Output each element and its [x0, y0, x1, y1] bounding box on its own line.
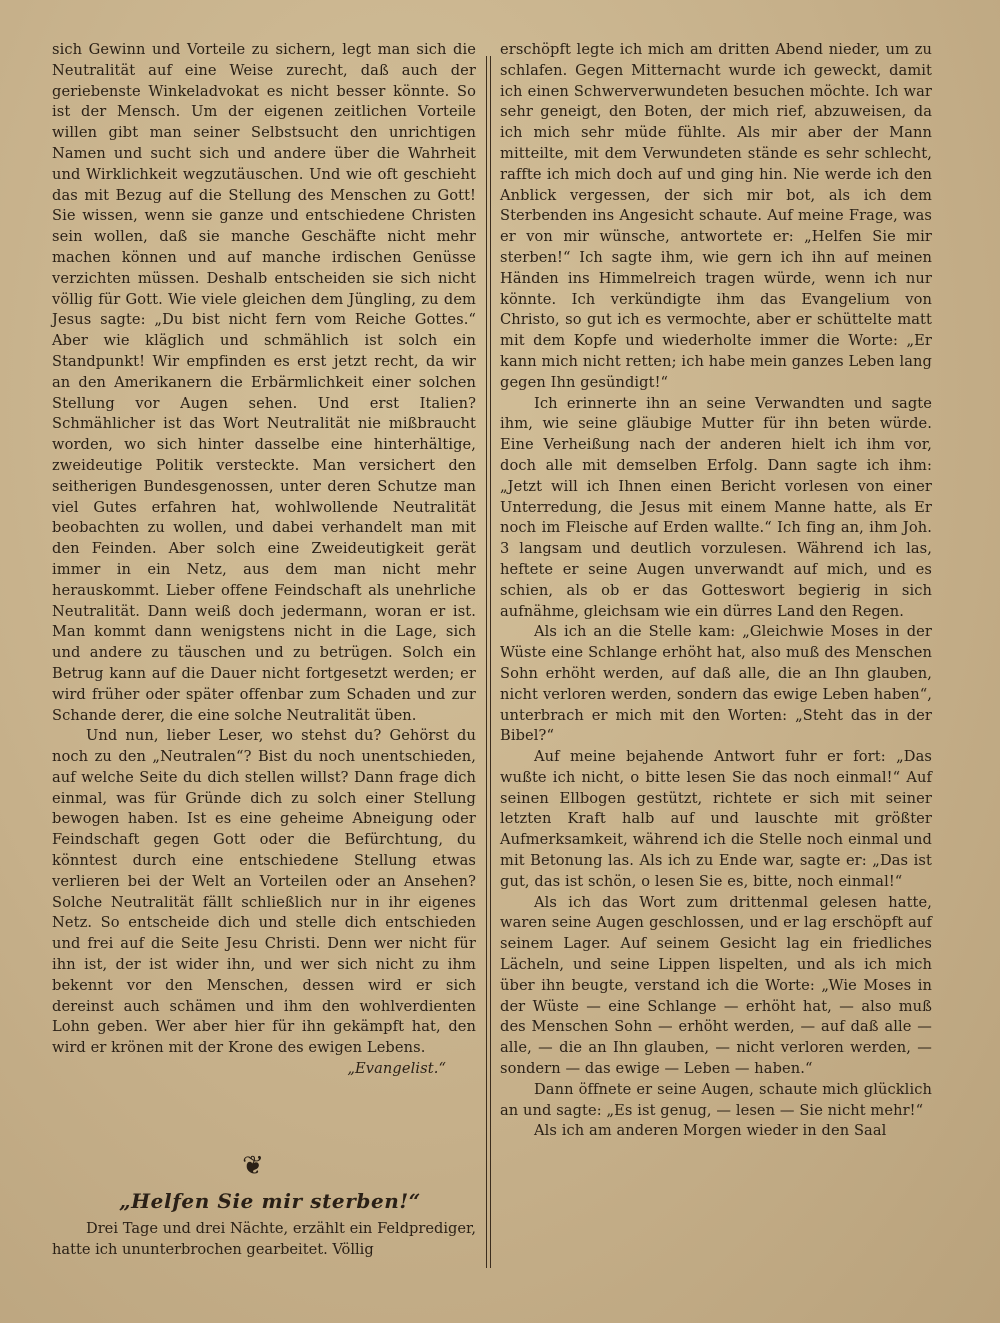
right-paragraph-5: Als ich das Wort zum drittenmal gelesen hatte, waren seine Augen geschlossen, und er lag erschöpft auf seinem Lager. Auf seinem Gesicht lag ein friedliches Lächeln, und seine Lippen lispelten, und als ich mich über ihn beugte, verstand ich die Worte: „Wie Moses in der Wüste — eine Schlange — erhöht hat, — also muß des Menschen Sohn — erhöht werden, — auf daß alle — alle, — die an Ihn glauben, — nicht verloren werden, — sondern — das ewige — Leben — haben.“ [500, 893, 932, 1078]
column-divider [486, 56, 491, 1268]
right-paragraph-4: Auf meine bejahende Antwort fuhr er fort: „Das wußte ich nicht, o bitte lesen Sie das noch einmal!“ Auf seinen Ellbogen gestützt, richtete er sich mit seiner letzten Kraft halb auf und lauschte mit größter Aufmerksamkeit, während ich die Stelle noch einmal und mit Betonung las. Als ich zu Ende war, sagte er: „Das ist gut, das ist schön, o lesen Sie es, bitte, noch einmal!“ [500, 748, 932, 890]
right-paragraph-1: erschöpft legte ich mich am dritten Abend nieder, um zu schlafen. Gegen Mitternacht wurde ich geweckt, damit ich einen Schwerverwundeten besuchen möchte. Ich war sehr geneigt, den Boten, der mich rief, abzuweisen, da ich mich sehr müde fühlte. Als mir aber der Mann mitteilte, mit dem Verwundeten stände es sehr schlecht, raffte ich mich doch auf und ging hin. Nie werde ich den Anblick vergessen, der sich mir bot, als ich dem Sterbenden ins Angesicht schaute. Auf meine Frage, was er von mir wünsche, antwortete er: „Helfen Sie mir sterben!“ Ich sagte ihm, wie gern ich ihn auf meinen Händen ins Himmelreich tragen würde, wenn ich nur könnte. Ich verkündigte ihm das Evangelium von Christo, so gut ich es vermochte, aber er schüttelte matt mit dem Kopfe und wiederholte immer die Worte: „Er kann mich nicht retten; ich habe mein ganzes Leben lang gegen Ihn gesündigt!“ [500, 41, 932, 391]
article-intro: Drei Tage und drei Nächte, erzählt ein Feldprediger, hatte ich ununterbrochen gearbeitet. Völlig [52, 1220, 476, 1258]
ornament-icon: ❦ [242, 1151, 264, 1181]
article-title: „Helfen Sie mir sterben!“ [119, 1189, 421, 1213]
article-intro-block [52, 1219, 476, 1261]
left-column [52, 40, 476, 1080]
signature: „Evangelist.“ [347, 1060, 446, 1078]
right-paragraph-2: Ich erinnerte ihn an seine Verwandten und sagte ihm, wie seine gläubige Mutter für ihn beten würde. Eine Verheißung nach der anderen hielt ich ihm vor, doch alle mit demselben Erfolg. Dann sagte ich ihm: „Jetzt will ich Ihnen einen Bericht vorlesen von einer Unterredung, die Jesus mit einem Manne hatte, als Er noch im Fleische auf Erden wallte.“ Ich fing an, ihm Joh. 3 langsam und deutlich vorzulesen. Während ich las, heftete er seine Augen unverwandt auf mich, und es schien, als ob er das Gotteswort begierig in sich aufnähme, gleichsam wie ein dürres Land den Regen. [500, 394, 932, 620]
left-paragraph-2: Und nun, lieber Leser, wo stehst du? Gehörst du noch zu den „Neutralen“? Bist du noch unentschieden, auf welche Seite du dich stellen willst? Dann frage dich einmal, was für Gründe dich zu solch einer Stellung bewogen haben. Ist es eine geheime Abneigung oder Feindschaft gegen Gott oder die Befürchtung, du könntest durch eine entschiedene Stellung etwas verlieren bei der Welt an Vorteilen oder an Ansehen? Solche Neutralität fällt schließlich nur in ihr eigenes Netz. So entscheide dich und stelle dich entschieden und frei auf die Seite Jesu Christi. Denn wer nicht für ihn ist, der ist wider ihn, und wer sich nicht zu ihm bekennt vor den Menschen, dessen wird er sich dereinst auch schämen und ihm den wohlverdienten Lohn geben. Wer aber hier für ihn gekämpft hat, den wird er krönen mit der Krone des ewigen Lebens. [52, 727, 476, 1057]
right-paragraph-3: Als ich an die Stelle kam: „Gleichwie Moses in der Wüste eine Schlange erhöht hat, also muß des Menschen Sohn erhöht werden, auf daß alle, die an Ihn glauben, nicht verloren werden, sondern das ewige Leben haben“, unterbrach er mich mit den Worten: „Steht das in der Bibel?“ [500, 623, 932, 745]
right-paragraph-6: Dann öffnete er seine Augen, schaute mich glücklich an und sagte: „Es ist genug, — lesen — Sie nicht mehr!“ [500, 1080, 932, 1119]
left-paragraph-1: sich Gewinn und Vorteile zu sichern, legt man sich die Neutralität auf eine Weise zurecht, daß auch der geriebenste Winkeladvokat es nicht besser könnte. So ist der Mensch. Um der eigenen zeitlichen Vorteile willen gibt man seiner Selbstsucht den unrichtigen Namen und sucht sich und andere über die Wahrheit und Wirklichkeit wegzutäuschen. Und wie oft geschieht das mit Bezug auf die Stellung des Menschen zu Gott! Sie wissen, wenn sie ganze und entschiedene Christen sein wollen, daß sie manche Geschäfte nicht mehr machen können und auf manche irdischen Genüsse verzichten müssen. Deshalb entscheiden sie sich nicht völlig für Gott. Wie viele gleichen dem Jüngling, zu dem Jesus sagte: „Du bist nicht fern vom Reiche Gottes.“ Aber wie kläglich und schmählich ist solch ein Standpunkt! Wir empfinden es erst jetzt recht, da wir an den Amerikanern die Erbärmlichkeit einer solchen Stellung vor Augen sehen. Und erst Italien? Schmählicher ist das Wort Neutralität nie mißbraucht worden, wo sich hinter dasselbe eine hinterhältige, zweideutige Politik versteckte. Man versichert den seitherigen Bundesgenossen, unter deren Schutze man viel Gutes erfahren hat, wohlwollende Neutralität beobachten zu wollen, und dabei verhandelt man mit den Feinden. Aber solch eine Zweideutigkeit gerät immer in ein Netz, aus dem man nicht mehr herauskommt. Lieber offene Feindschaft als unehrliche Neutralität. Dann weiß doch jedermann, woran er ist. Man kommt dann wenigstens nicht in die Lage, sich und andere zu täuschen und zu betrügen. Solch ein Betrug kann auf die Dauer nicht fortgesetzt werden; er wird früher oder später offenbar zum Schaden und zur Schande derer, die eine solche Neutralität üben. [52, 41, 476, 724]
right-column [500, 40, 932, 1142]
right-paragraph-7: Als ich am anderen Morgen wieder in den Saal [534, 1122, 887, 1140]
